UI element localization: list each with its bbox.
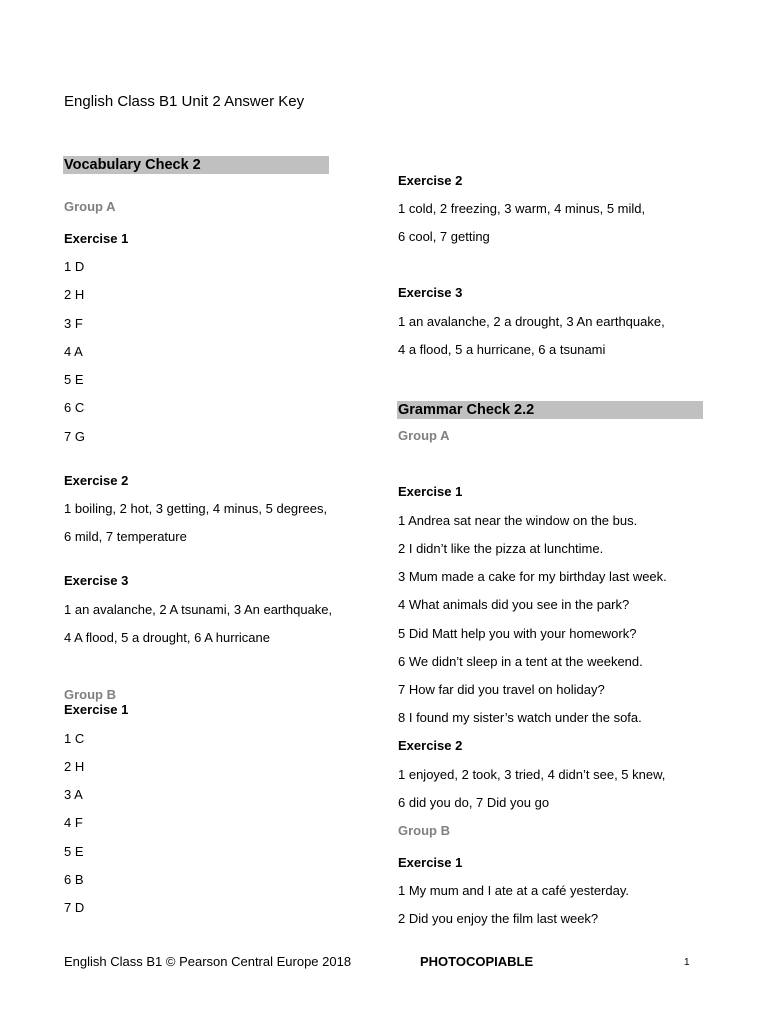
answer-line: 6 mild, 7 temperature (64, 529, 187, 544)
answer-line: 4 What animals did you see in the park? (398, 597, 630, 612)
answer-line: 8 I found my sister’s watch under the sofa. (398, 710, 642, 725)
exercise-1-title: Exercise 1 (64, 231, 129, 246)
answer-item: 7 G (64, 429, 85, 444)
answer-item: 5 E (64, 372, 84, 387)
answer-line: 7 How far did you travel on holiday? (398, 682, 605, 697)
answer-item: 3 F (64, 316, 83, 331)
answer-line: 5 Did Matt help you with your homework? (398, 626, 637, 641)
group-b-label: Group B (64, 687, 116, 702)
answer-item: 1 D (64, 259, 85, 274)
answer-line: 4 a flood, 5 a hurricane, 6 a tsunami (398, 342, 606, 357)
answer-line: 6 cool, 7 getting (398, 229, 490, 244)
answer-line: 2 I didn’t like the pizza at lunchtime. (398, 541, 604, 556)
exercise-3-title: Exercise 3 (64, 573, 129, 588)
exercise-1-title: Exercise 1 (398, 484, 463, 499)
answer-line: 3 Mum made a cake for my birthday last week. (398, 569, 667, 584)
answer-line: 1 an avalanche, 2 A tsunami, 3 An earthquake, (64, 602, 333, 617)
page-number: 1 (684, 957, 690, 968)
answer-line: 1 My mum and I ate at a café yesterday. (398, 883, 629, 898)
answer-item: 4 A (64, 344, 83, 359)
answer-item: 6 C (64, 400, 85, 415)
exercise-2-title: Exercise 2 (398, 738, 463, 753)
answer-line: 2 Did you enjoy the film last week? (398, 911, 599, 926)
group-a-label: Group A (64, 199, 116, 214)
footer-photocopiable: PHOTOCOPIABLE (420, 954, 534, 969)
answer-item: 5 E (64, 844, 84, 859)
answer-line: 4 A flood, 5 a drought, 6 A hurricane (64, 630, 270, 645)
exercise-1-title: Exercise 1 (398, 855, 463, 870)
answer-line: 6 We didn’t sleep in a tent at the weekend. (398, 654, 643, 669)
answer-item: 7 D (64, 900, 85, 915)
exercise-1-title: Exercise 1 (64, 702, 129, 717)
group-b-label: Group B (398, 823, 450, 838)
answer-item: 2 H (64, 759, 85, 774)
answer-line: 6 did you do, 7 Did you go (398, 795, 550, 810)
vocabulary-check-heading: Vocabulary Check 2 (63, 156, 329, 174)
answer-line: 1 boiling, 2 hot, 3 getting, 4 minus, 5 degrees, (64, 501, 328, 516)
answer-item: 4 F (64, 815, 83, 830)
exercise-3-title: Exercise 3 (398, 285, 463, 300)
exercise-2-title: Exercise 2 (398, 173, 463, 188)
document-title: English Class B1 Unit 2 Answer Key (64, 93, 305, 110)
answer-line: 1 enjoyed, 2 took, 3 tried, 4 didn’t see, 5 knew, (398, 767, 666, 782)
answer-item: 3 A (64, 787, 83, 802)
answer-line: 1 cold, 2 freezing, 3 warm, 4 minus, 5 mild, (398, 201, 646, 216)
answer-line: 1 Andrea sat near the window on the bus. (398, 513, 638, 528)
exercise-2-title: Exercise 2 (64, 473, 129, 488)
answer-item: 6 B (64, 872, 84, 887)
answer-item: 1 C (64, 731, 85, 746)
answer-item: 2 H (64, 287, 85, 302)
answer-line: 1 an avalanche, 2 a drought, 3 An earthquake, (398, 314, 665, 329)
grammar-check-heading: Grammar Check 2.2 (397, 401, 703, 419)
footer-copyright: English Class B1 © Pearson Central Europe 2018 (64, 954, 352, 969)
group-a-label: Group A (398, 428, 450, 443)
